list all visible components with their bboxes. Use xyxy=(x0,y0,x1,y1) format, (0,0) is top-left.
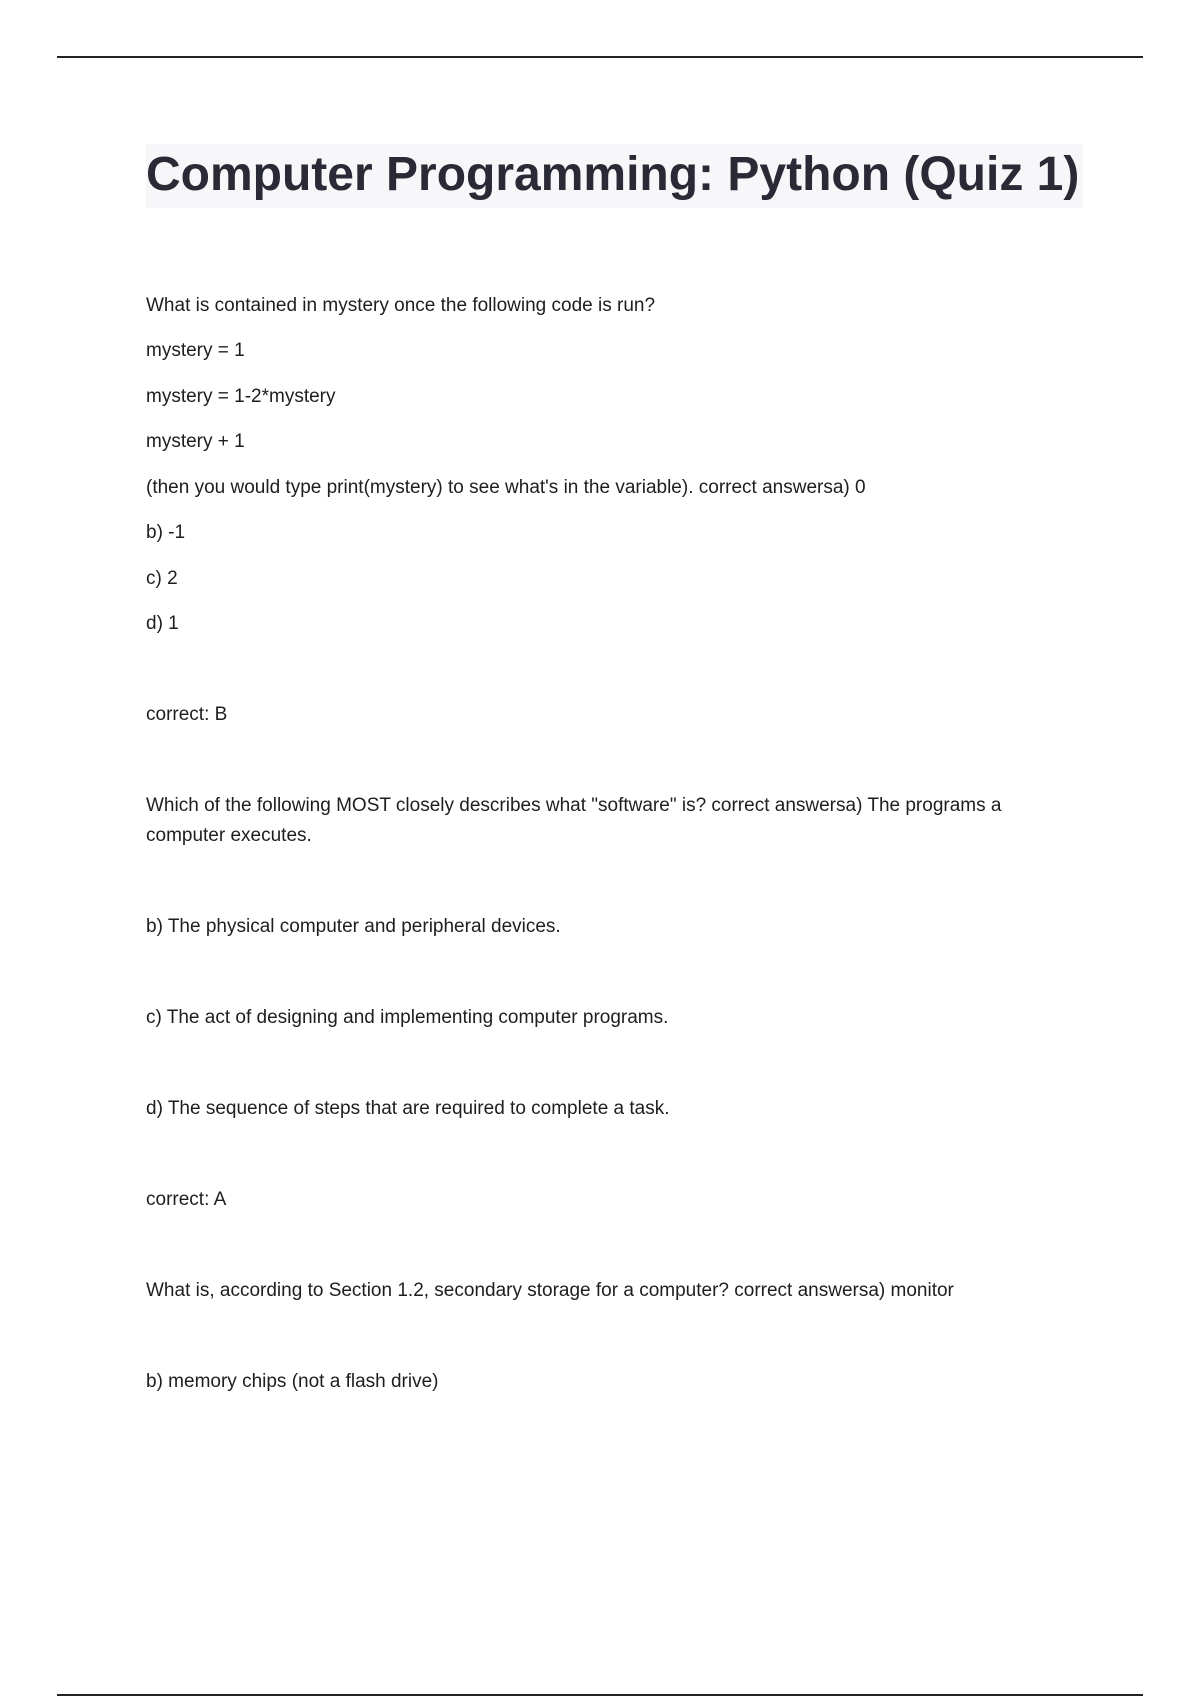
document-title: Computer Programming: Python (Quiz 1) xyxy=(146,144,1083,208)
header-rule xyxy=(57,56,1143,58)
question-1-code-line-3: mystery + 1 xyxy=(146,431,245,452)
question-1-code-line-1: mystery = 1 xyxy=(146,340,245,361)
question-2-option-b: b) The physical computer and peripheral devices. xyxy=(146,916,561,937)
question-1-prompt: What is contained in mystery once the following code is run? xyxy=(146,295,656,316)
question-1-code-line-2: mystery = 1-2*mystery xyxy=(146,386,336,407)
question-1-option-c: c) 2 xyxy=(146,568,178,589)
question-2-answer: correct: A xyxy=(146,1189,227,1210)
question-1-option-d: d) 1 xyxy=(146,613,179,634)
question-1-stem: (then you would type print(mystery) to see what's in the variable). correct answersa) 0 xyxy=(146,477,866,498)
question-2-option-d: d) The sequence of steps that are required to complete a task. xyxy=(146,1098,670,1119)
question-2-stem: Which of the following MOST closely describes what "software" is? correct answersa) The programs a computer executes. xyxy=(146,795,1002,846)
question-3-option-b: b) memory chips (not a flash drive) xyxy=(146,1371,439,1392)
question-1-option-b: b) -1 xyxy=(146,522,186,543)
footer-rule xyxy=(57,1694,1143,1696)
question-2-option-c: c) The act of designing and implementing computer programs. xyxy=(146,1007,669,1028)
question-1-answer: correct: B xyxy=(146,704,228,725)
question-3-stem: What is, according to Section 1.2, secondary storage for a computer? correct answersa) monitor xyxy=(146,1280,954,1301)
